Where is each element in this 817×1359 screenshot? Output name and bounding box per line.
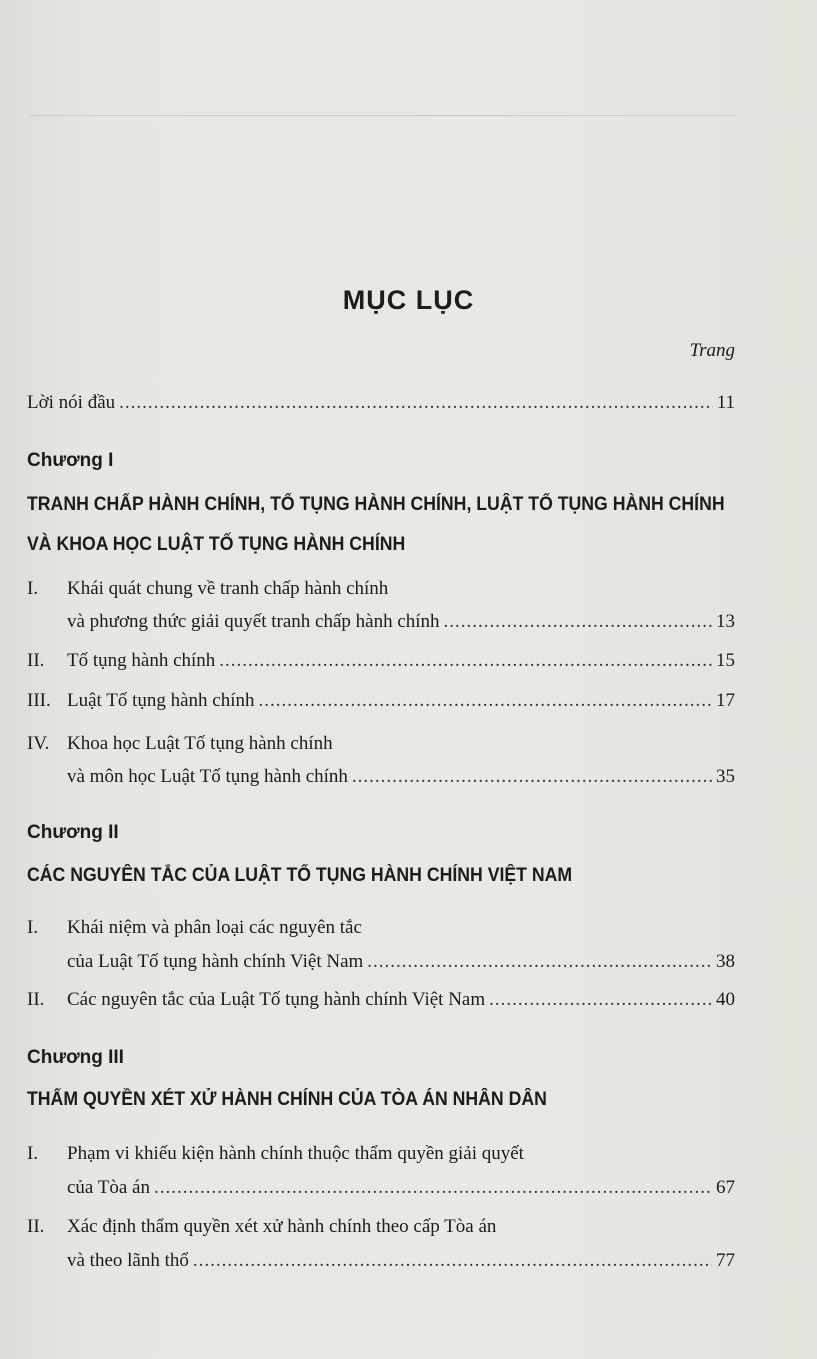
entry-page: 15 xyxy=(716,650,735,671)
entry-page: 11 xyxy=(716,392,735,413)
chapter-label: Chương II xyxy=(27,822,119,843)
toc-entry[interactable] xyxy=(27,650,735,672)
chapter-title xyxy=(27,856,706,896)
toc-entry-continuation[interactable] xyxy=(67,766,735,788)
entry-label: Các nguyên tắc của Luật Tố tụng hành chính Việt Nam xyxy=(67,989,486,1010)
leader-dots xyxy=(367,951,712,973)
entry-label: Tố tụng hành chính xyxy=(67,650,216,671)
toc-entry-continuation[interactable] xyxy=(67,1250,735,1272)
entry-page: 17 xyxy=(716,690,735,711)
leader-dots xyxy=(352,766,712,788)
entry-number: II. xyxy=(27,1216,45,1237)
chapter-label: Chương III xyxy=(27,1047,124,1068)
entry-number: I. xyxy=(27,1143,39,1164)
leader-dots xyxy=(219,650,712,672)
entry-number: I. xyxy=(27,917,39,938)
leader-dots xyxy=(444,611,712,633)
chapter-title-line: CÁC NGUYÊN TẮC CỦA LUẬT TỐ TỤNG HÀNH CHÍNH VIỆT NAM xyxy=(27,865,573,886)
toc-entry[interactable] xyxy=(27,1143,524,1165)
entry-number: II. xyxy=(27,989,45,1010)
entry-page: 67 xyxy=(716,1177,735,1198)
toc-entry-continuation[interactable] xyxy=(67,951,735,973)
toc-entry[interactable] xyxy=(27,989,735,1011)
entry-label: Khoa học Luật Tố tụng hành chính xyxy=(67,733,333,754)
chapter-label: Chương I xyxy=(27,450,114,471)
entry-number: IV. xyxy=(27,733,50,754)
chapter-title-line: THẨM QUYỀN XÉT XỬ HÀNH CHÍNH CỦA TÒA ÁN NHÂN DÂN xyxy=(27,1089,547,1110)
entry-label: Khái niệm và phân loại các nguyên tắc xyxy=(67,917,362,938)
chapter-title xyxy=(27,485,725,565)
bleed-through-header xyxy=(30,85,737,116)
entry-label: Khái quát chung về tranh chấp hành chính xyxy=(67,578,389,599)
entry-label: Phạm vi khiếu kiện hành chính thuộc thẩm quyền giải quyết xyxy=(67,1143,524,1164)
toc-entry-continuation[interactable] xyxy=(67,1177,735,1199)
entry-number: II. xyxy=(27,650,45,671)
leader-dots xyxy=(154,1177,712,1199)
entry-number: III. xyxy=(27,690,51,711)
entry-page: 35 xyxy=(716,766,735,787)
toc-entry[interactable] xyxy=(27,917,362,939)
leader-dots xyxy=(119,392,713,414)
chapter-title-line: VÀ KHOA HỌC LUẬT TỐ TỤNG HÀNH CHÍNH xyxy=(27,534,406,555)
entry-page: 77 xyxy=(716,1250,735,1271)
entry-label: Luật Tố tụng hành chính xyxy=(67,690,255,711)
toc-entry-preface[interactable] xyxy=(27,392,735,414)
entry-label: và theo lãnh thổ xyxy=(67,1250,189,1271)
entry-label: và phương thức giải quyết tranh chấp hành chính xyxy=(67,611,440,632)
toc-entry[interactable] xyxy=(27,1216,496,1238)
entry-label: Lời nói đầu xyxy=(27,392,116,413)
toc-entry[interactable] xyxy=(27,690,735,712)
entry-page: 13 xyxy=(716,611,735,632)
entry-page: 38 xyxy=(716,951,735,972)
chapter-title-line: TRANH CHẤP HÀNH CHÍNH, TỐ TỤNG HÀNH CHÍNH, LUẬT TỐ TỤNG HÀNH CHÍNH xyxy=(27,494,725,515)
entry-label: và môn học Luật Tố tụng hành chính xyxy=(67,766,348,787)
entry-number: I. xyxy=(27,578,39,599)
toc-entry-continuation[interactable] xyxy=(67,611,735,633)
page-column-label: Trang xyxy=(689,340,735,361)
toc-title: MỤC LỤC xyxy=(342,285,475,315)
toc-entry[interactable] xyxy=(27,733,333,755)
leader-dots xyxy=(193,1250,712,1272)
entry-label: của Luật Tố tụng hành chính Việt Nam xyxy=(67,951,364,972)
toc-entry[interactable] xyxy=(27,578,388,600)
leader-dots xyxy=(259,690,712,712)
entry-page: 40 xyxy=(716,989,735,1010)
leader-dots xyxy=(489,989,712,1011)
entry-label: của Tòa án xyxy=(67,1177,150,1198)
entry-label: Xác định thẩm quyền xét xử hành chính theo cấp Tòa án xyxy=(67,1216,497,1237)
chapter-title xyxy=(27,1080,706,1120)
